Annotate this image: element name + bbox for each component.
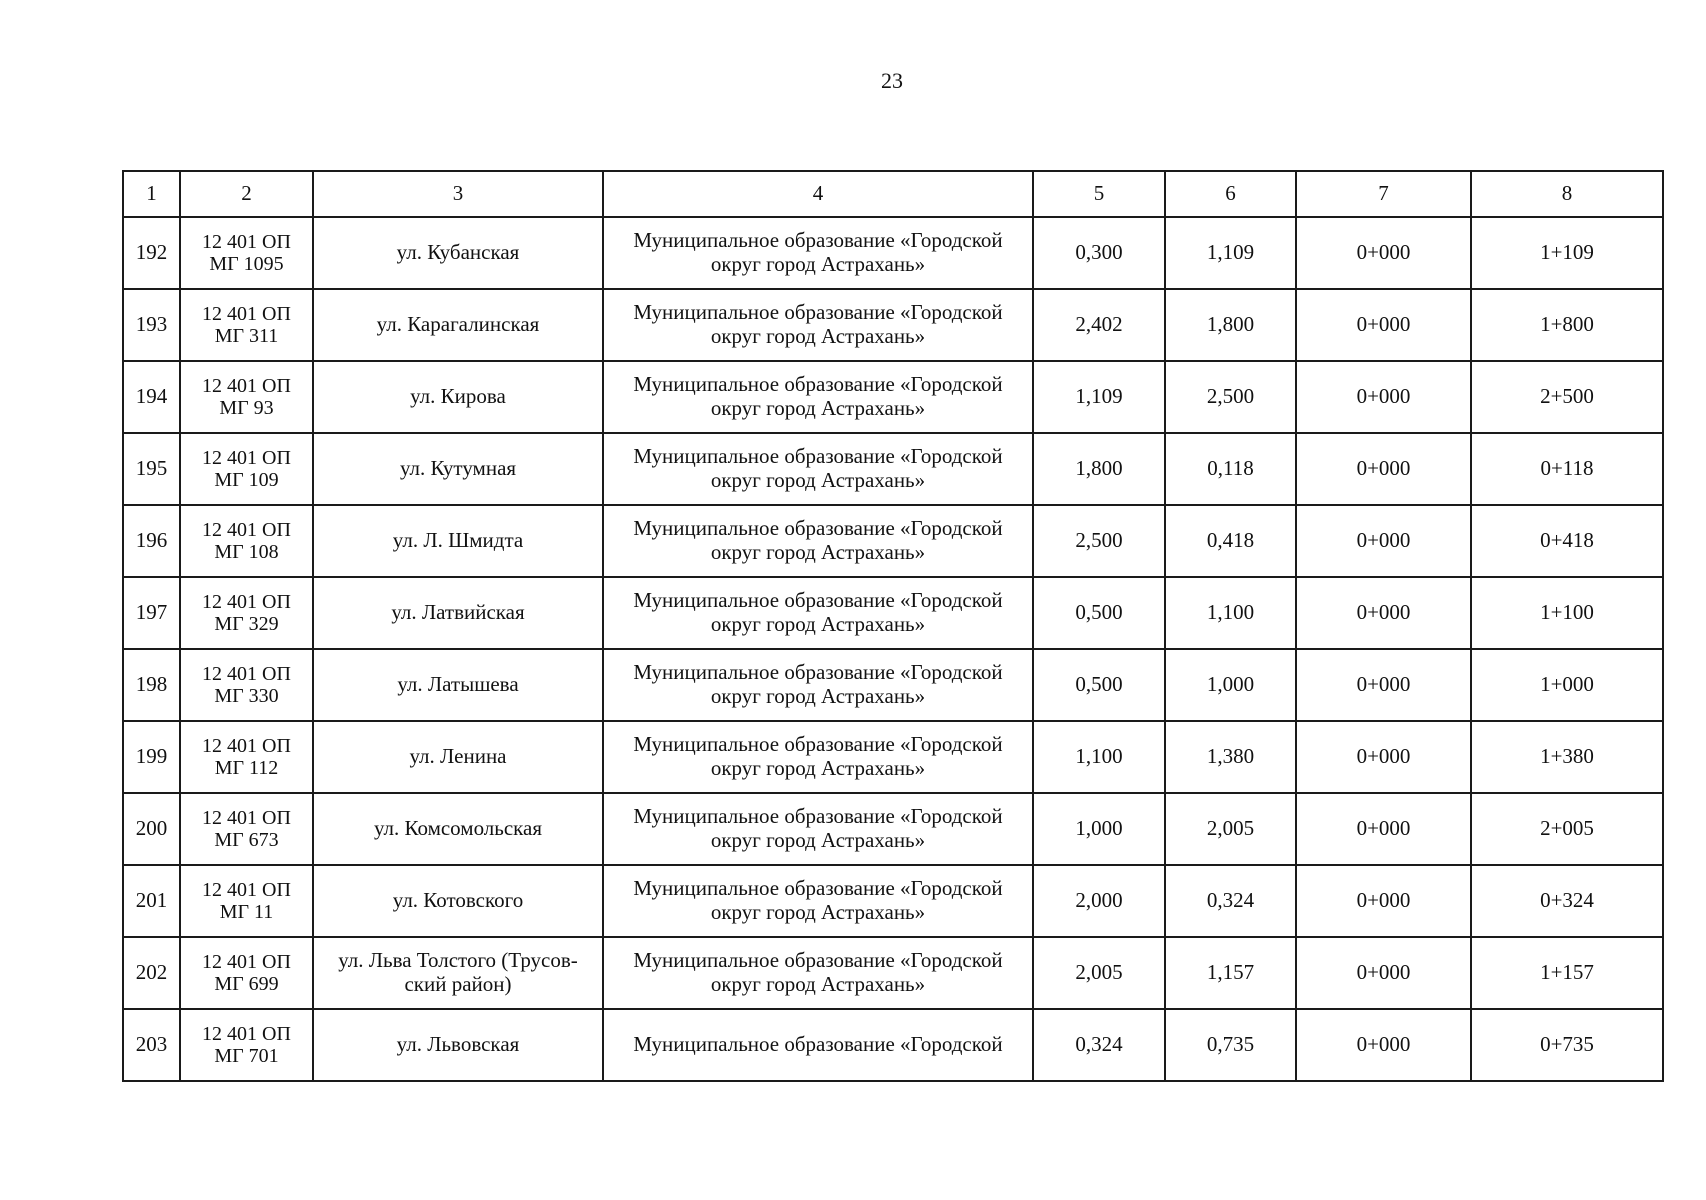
road-id-line: 12 401 ОП xyxy=(202,806,291,829)
road-id-line: МГ 1095 xyxy=(209,253,284,275)
chainage-cell: 1+109 xyxy=(1471,217,1663,289)
row-number-cell: 192 xyxy=(123,217,180,289)
roads-table xyxy=(122,170,1664,1082)
road-id-line: МГ 112 xyxy=(214,757,279,779)
road-name-cell: ул. Кутумная xyxy=(313,433,603,505)
chainage-cell: 1+380 xyxy=(1471,721,1663,793)
road-name-cell: ул. Кубанская xyxy=(313,217,603,289)
value-cell: 0,300 xyxy=(1033,217,1165,289)
chainage-cell: 0+000 xyxy=(1296,577,1471,649)
row-number-cell: 201 xyxy=(123,865,180,937)
owner-line: Муниципальное образование «Городской xyxy=(633,804,1003,829)
page-number: 23 xyxy=(881,68,903,93)
owner-cell xyxy=(603,721,1033,793)
chainage-cell: 0+000 xyxy=(1296,865,1471,937)
road-id-line: МГ 93 xyxy=(219,397,274,419)
row-number-cell: 200 xyxy=(123,793,180,865)
road-id-cell xyxy=(180,505,313,577)
value-cell: 0,418 xyxy=(1165,505,1296,577)
owner-line: округ город Астрахань» xyxy=(710,972,926,996)
row-number-cell: 196 xyxy=(123,505,180,577)
owner-line: округ город Астрахань» xyxy=(710,756,926,780)
road-id-line: 12 401 ОП xyxy=(202,374,291,397)
owner-line: округ город Астрахань» xyxy=(710,468,926,492)
owner-line: округ город Астрахань» xyxy=(710,324,926,348)
road-name-cell: ул. Латышева xyxy=(313,649,603,721)
road-name-cell: ул. Карагалинская xyxy=(313,289,603,361)
owner-cell xyxy=(603,1009,1033,1081)
owner-line: округ город Астрахань» xyxy=(710,540,926,564)
owner-line: Муниципальное образование «Городской xyxy=(633,444,1003,469)
road-id-cell xyxy=(180,361,313,433)
chainage-cell: 0+118 xyxy=(1471,433,1663,505)
owner-line: Муниципальное образование «Городской xyxy=(633,300,1003,325)
table-row xyxy=(123,361,1663,433)
value-cell: 1,800 xyxy=(1165,289,1296,361)
column-header: 3 xyxy=(313,171,603,217)
chainage-cell: 0+418 xyxy=(1471,505,1663,577)
column-header: 4 xyxy=(603,171,1033,217)
column-header: 8 xyxy=(1471,171,1663,217)
road-id-line: 12 401 ОП xyxy=(202,662,291,685)
owner-line: округ город Астрахань» xyxy=(710,252,926,276)
road-name-cell: ул. Комсомольская xyxy=(313,793,603,865)
table-row xyxy=(123,217,1663,289)
road-id-line: 12 401 ОП xyxy=(202,950,291,973)
road-id-line: МГ 311 xyxy=(214,325,279,347)
table-row xyxy=(123,577,1663,649)
owner-line: округ город Астрахань» xyxy=(710,684,926,708)
owner-line: Муниципальное образование «Городской xyxy=(633,516,1003,541)
row-number-cell: 198 xyxy=(123,649,180,721)
road-id-line: 12 401 ОП xyxy=(202,1022,291,1045)
column-header: 1 xyxy=(123,171,180,217)
owner-line: Муниципальное образование «Городской xyxy=(633,1032,1003,1057)
owner-cell xyxy=(603,289,1033,361)
owner-cell xyxy=(603,505,1033,577)
owner-cell xyxy=(603,865,1033,937)
column-header: 7 xyxy=(1296,171,1471,217)
value-cell: 2,005 xyxy=(1033,937,1165,1009)
row-number-cell: 195 xyxy=(123,433,180,505)
value-cell: 2,500 xyxy=(1033,505,1165,577)
owner-cell xyxy=(603,937,1033,1009)
owner-cell xyxy=(603,361,1033,433)
road-id-line: МГ 673 xyxy=(214,829,279,851)
row-number-cell: 194 xyxy=(123,361,180,433)
table-row xyxy=(123,721,1663,793)
road-id-line: МГ 329 xyxy=(214,613,279,635)
chainage-cell: 0+000 xyxy=(1296,217,1471,289)
table-row xyxy=(123,289,1663,361)
owner-line: Муниципальное образование «Городской xyxy=(633,876,1003,901)
value-cell: 0,324 xyxy=(1033,1009,1165,1081)
road-name-cell: ул. Латвийская xyxy=(313,577,603,649)
road-id-line: 12 401 ОП xyxy=(202,734,291,757)
road-name-cell: ул. Л. Шмидта xyxy=(313,505,603,577)
road-id-cell xyxy=(180,649,313,721)
road-id-cell xyxy=(180,937,313,1009)
road-id-line: МГ 701 xyxy=(214,1045,279,1067)
chainage-cell: 0+735 xyxy=(1471,1009,1663,1081)
road-id-line: 12 401 ОП xyxy=(202,302,291,325)
chainage-cell: 1+157 xyxy=(1471,937,1663,1009)
owner-cell xyxy=(603,649,1033,721)
table-row xyxy=(123,649,1663,721)
table-row xyxy=(123,865,1663,937)
road-id-line: МГ 109 xyxy=(214,469,279,491)
value-cell: 1,100 xyxy=(1165,577,1296,649)
chainage-cell: 2+005 xyxy=(1471,793,1663,865)
road-name-cell: ул. Котовского xyxy=(313,865,603,937)
value-cell: 2,000 xyxy=(1033,865,1165,937)
road-id-line: 12 401 ОП xyxy=(202,878,291,901)
chainage-cell: 0+000 xyxy=(1296,649,1471,721)
road-id-cell xyxy=(180,289,313,361)
owner-line: Муниципальное образование «Городской xyxy=(633,732,1003,757)
owner-line: Муниципальное образование «Городской xyxy=(633,948,1003,973)
value-cell: 1,380 xyxy=(1165,721,1296,793)
chainage-cell: 1+800 xyxy=(1471,289,1663,361)
value-cell: 2,005 xyxy=(1165,793,1296,865)
owner-line: Муниципальное образование «Городской xyxy=(633,660,1003,685)
road-id-line: МГ 699 xyxy=(214,973,279,995)
chainage-cell: 0+324 xyxy=(1471,865,1663,937)
table-row xyxy=(123,433,1663,505)
column-header: 2 xyxy=(180,171,313,217)
owner-cell xyxy=(603,577,1033,649)
road-id-line: 12 401 ОП xyxy=(202,446,291,469)
table-row xyxy=(123,793,1663,865)
value-cell: 0,324 xyxy=(1165,865,1296,937)
value-cell: 0,500 xyxy=(1033,577,1165,649)
table-row xyxy=(123,505,1663,577)
road-id-line: МГ 108 xyxy=(214,541,279,563)
road-id-cell xyxy=(180,793,313,865)
row-number-cell: 203 xyxy=(123,1009,180,1081)
value-cell: 1,109 xyxy=(1033,361,1165,433)
table-row xyxy=(123,937,1663,1009)
road-id-cell xyxy=(180,721,313,793)
value-cell: 1,000 xyxy=(1165,649,1296,721)
row-number-cell: 199 xyxy=(123,721,180,793)
road-name-cell: ул. Львовская xyxy=(313,1009,603,1081)
value-cell: 0,500 xyxy=(1033,649,1165,721)
chainage-cell: 0+000 xyxy=(1296,433,1471,505)
column-header: 6 xyxy=(1165,171,1296,217)
road-id-cell xyxy=(180,1009,313,1081)
owner-line: округ город Астрахань» xyxy=(710,396,926,420)
chainage-cell: 0+000 xyxy=(1296,793,1471,865)
table-row xyxy=(123,1009,1663,1081)
value-cell: 1,109 xyxy=(1165,217,1296,289)
owner-line: Муниципальное образование «Городской xyxy=(633,588,1003,613)
road-name-cell: ул. Льва Толстого (Трусов-ский район) xyxy=(313,937,603,1009)
value-cell: 1,157 xyxy=(1165,937,1296,1009)
value-cell: 1,000 xyxy=(1033,793,1165,865)
chainage-cell: 0+000 xyxy=(1296,289,1471,361)
road-id-cell xyxy=(180,217,313,289)
chainage-cell: 0+000 xyxy=(1296,937,1471,1009)
row-number-cell: 202 xyxy=(123,937,180,1009)
column-header: 5 xyxy=(1033,171,1165,217)
road-id-cell xyxy=(180,433,313,505)
chainage-cell: 2+500 xyxy=(1471,361,1663,433)
owner-cell xyxy=(603,793,1033,865)
chainage-cell: 1+000 xyxy=(1471,649,1663,721)
chainage-cell: 0+000 xyxy=(1296,721,1471,793)
owner-line: округ город Астрахань» xyxy=(710,612,926,636)
value-cell: 1,800 xyxy=(1033,433,1165,505)
road-id-line: МГ 330 xyxy=(214,685,279,707)
value-cell: 2,500 xyxy=(1165,361,1296,433)
road-name-cell: ул. Ленина xyxy=(313,721,603,793)
chainage-cell: 1+100 xyxy=(1471,577,1663,649)
chainage-cell: 0+000 xyxy=(1296,1009,1471,1081)
road-id-line: МГ 11 xyxy=(219,901,274,923)
owner-line: Муниципальное образование «Городской xyxy=(633,372,1003,397)
owner-cell xyxy=(603,217,1033,289)
chainage-cell: 0+000 xyxy=(1296,505,1471,577)
value-cell: 0,118 xyxy=(1165,433,1296,505)
header-row xyxy=(123,171,1663,217)
value-cell: 1,100 xyxy=(1033,721,1165,793)
row-number-cell: 197 xyxy=(123,577,180,649)
owner-line: округ город Астрахань» xyxy=(710,828,926,852)
chainage-cell: 0+000 xyxy=(1296,361,1471,433)
road-name-cell: ул. Кирова xyxy=(313,361,603,433)
road-id-cell xyxy=(180,865,313,937)
value-cell: 0,735 xyxy=(1165,1009,1296,1081)
owner-cell xyxy=(603,433,1033,505)
road-id-line: 12 401 ОП xyxy=(202,518,291,541)
row-number-cell: 193 xyxy=(123,289,180,361)
road-id-line: 12 401 ОП xyxy=(202,230,291,253)
road-id-cell xyxy=(180,577,313,649)
owner-line: округ город Астрахань» xyxy=(710,900,926,924)
road-id-line: 12 401 ОП xyxy=(202,590,291,613)
owner-line: Муниципальное образование «Городской xyxy=(633,228,1003,253)
value-cell: 2,402 xyxy=(1033,289,1165,361)
